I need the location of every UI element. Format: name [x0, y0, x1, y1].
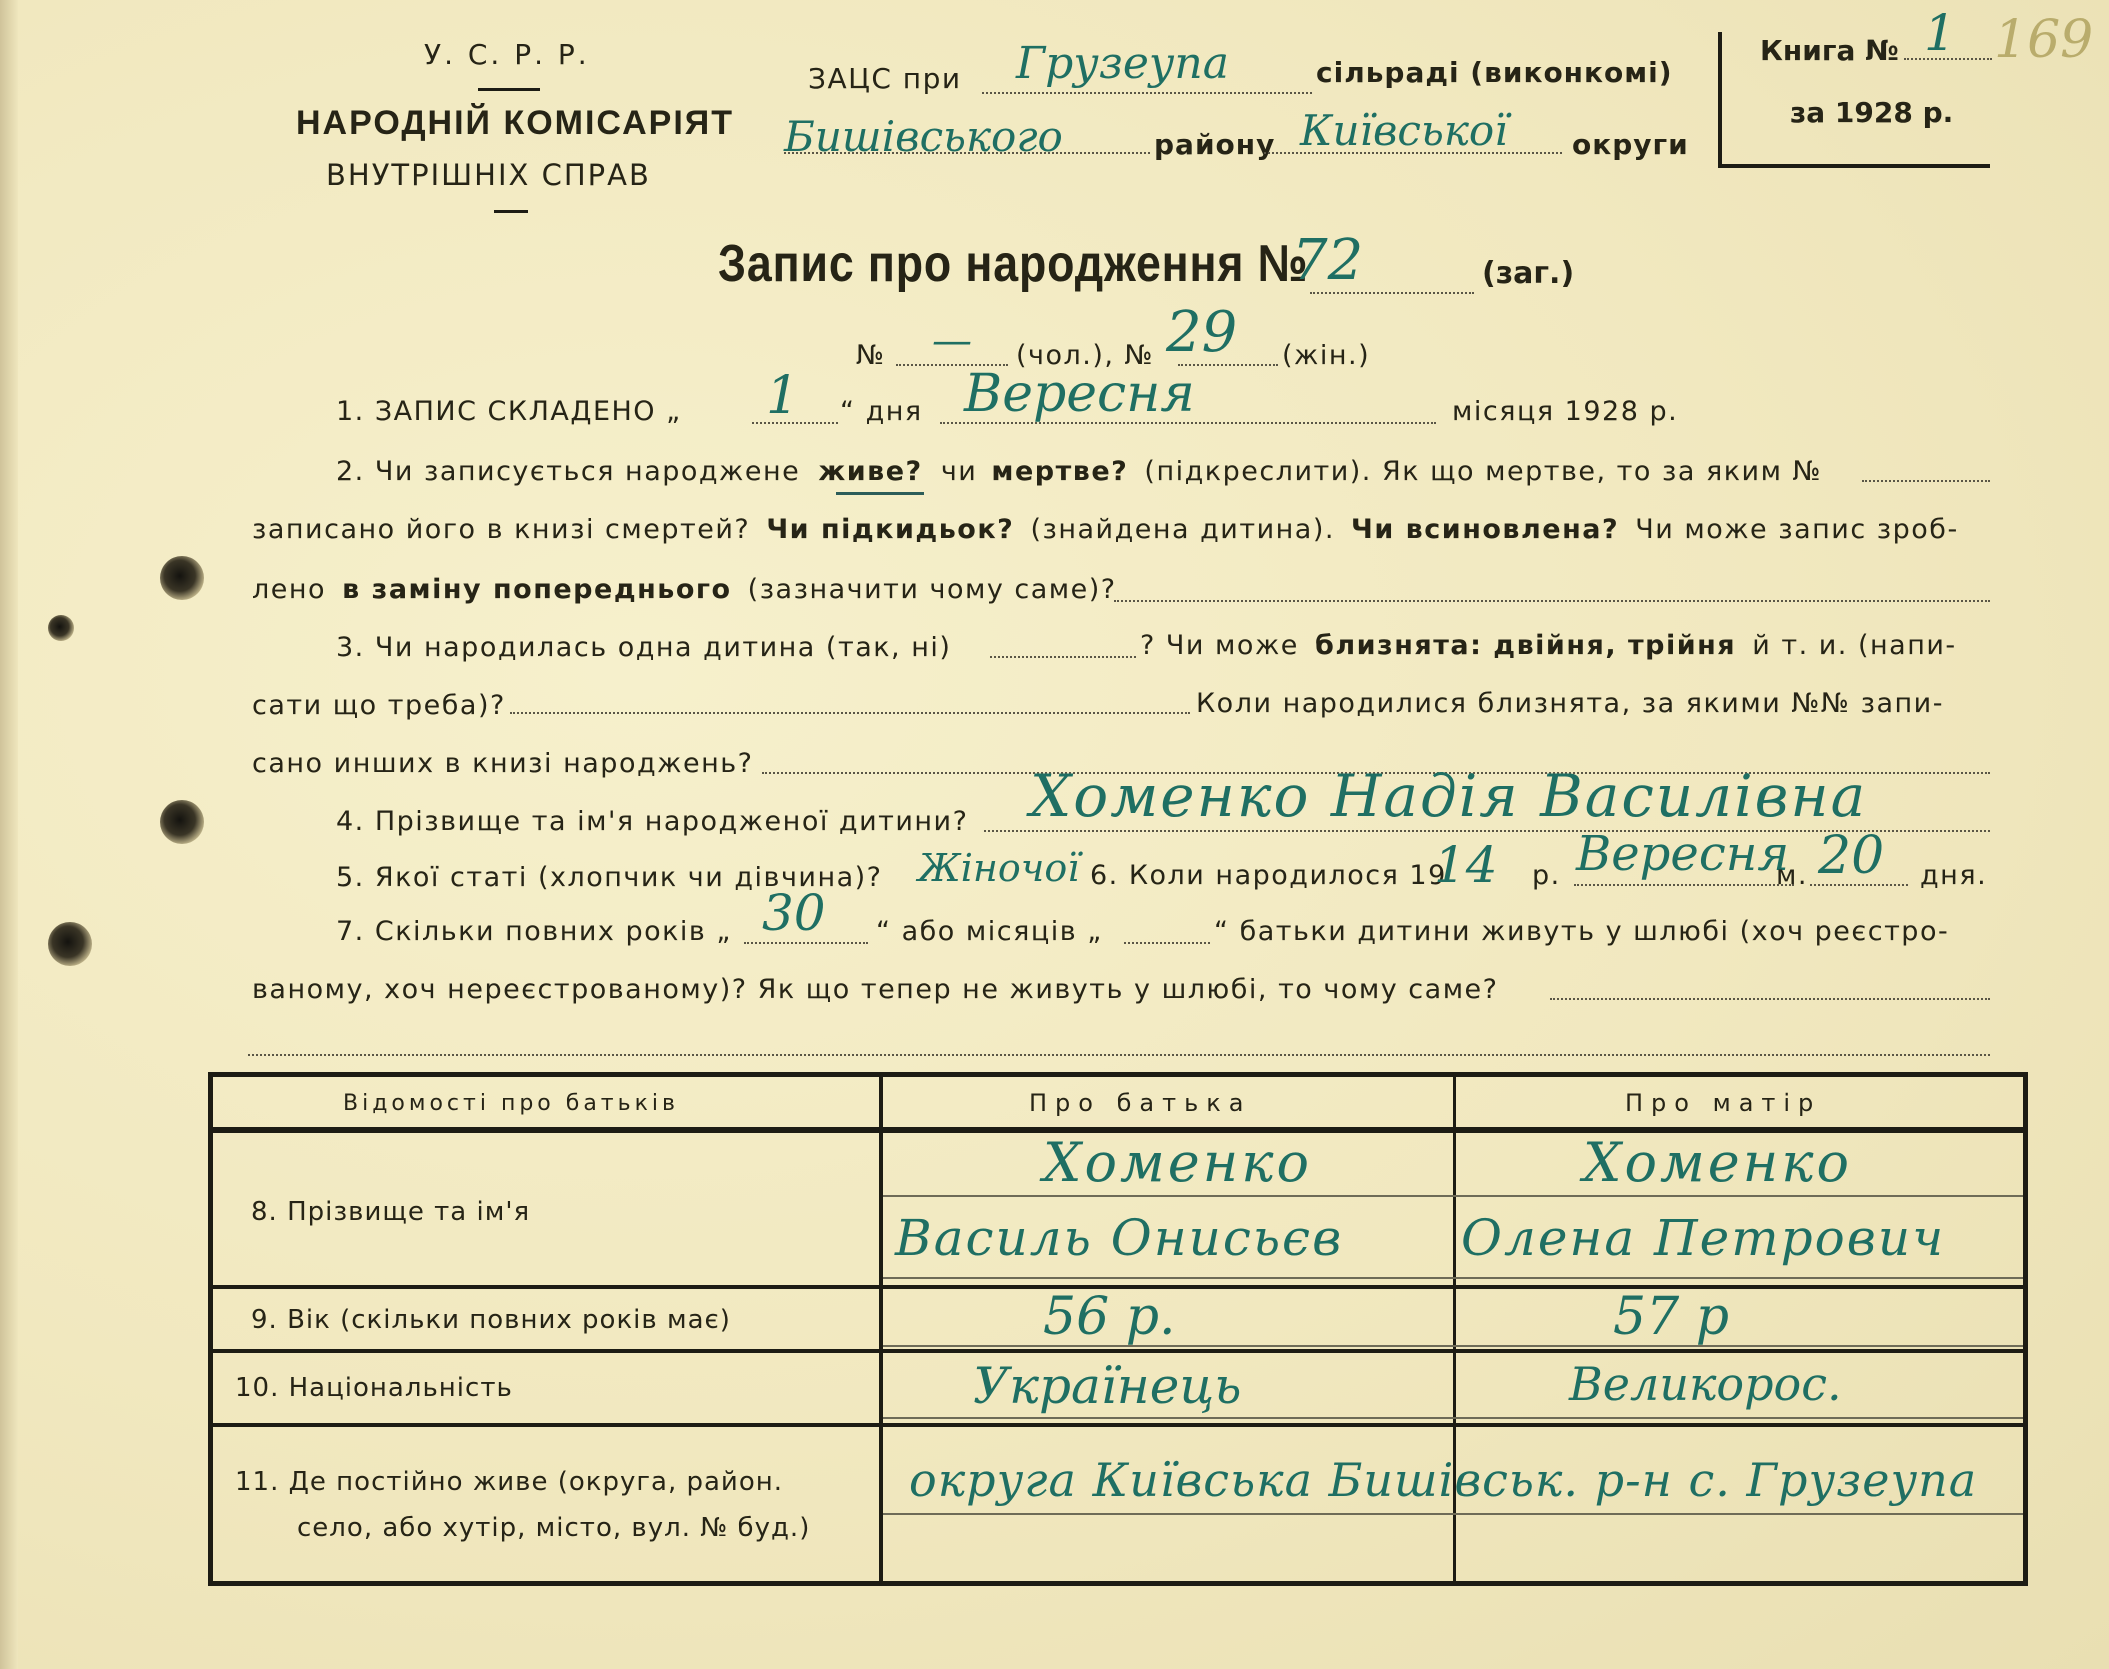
binder-hole	[48, 922, 92, 966]
item-7-line2: ваному, хоч нереєстрованому)? Як що тепер не живуть у шлюбі, то чому саме?	[252, 974, 1499, 1005]
male-number-value: —	[932, 318, 972, 364]
item-2-dead: мертве?	[991, 456, 1129, 487]
item-1-day: 1	[766, 366, 800, 426]
row-8-label: 8. Прізвище та ім'я	[251, 1197, 531, 1227]
item-7-label: 7. Скільки повних років „	[336, 916, 732, 947]
record-number: 72	[1292, 228, 1364, 293]
republic-label: У. С. Р. Р.	[424, 38, 590, 71]
alive-underline	[836, 492, 924, 495]
mother-name: Олена Петрович	[1461, 1209, 1946, 1267]
item-7-end: “ батьки дитини живуть у шлюбі (хоч реєстро-	[1214, 916, 1950, 947]
header-rule	[494, 210, 528, 213]
book-box-left-rule	[1718, 32, 1722, 168]
item-2-line3a: лено	[252, 574, 327, 605]
document-title: Запис про народження №	[718, 235, 1309, 293]
binder-hole	[160, 556, 204, 600]
book-number: 1	[1924, 4, 1956, 62]
item-3-twins: близнята: двійня, трійня	[1314, 630, 1737, 661]
district-value: Бишівського	[784, 112, 1063, 161]
father-nationality: Українець	[973, 1357, 1242, 1415]
item-4-label: 4. Прізвище та ім'я народженої дитини?	[336, 806, 969, 837]
item-2-replace: в заміну попереднього	[342, 574, 732, 605]
binder-hole	[160, 800, 204, 844]
title-suffix: (заг.)	[1482, 256, 1575, 291]
zags-suffix: сільраді (виконкомі)	[1316, 56, 1673, 89]
birth-year: 14	[1434, 836, 1498, 894]
col-header-mother: Про матір	[1625, 1089, 1822, 1117]
marriage-years: 30	[762, 884, 826, 942]
item-3-b: ? Чи може	[1140, 630, 1299, 661]
book-year: за 1928 р.	[1790, 96, 1954, 129]
district-label: району	[1154, 128, 1276, 161]
item-1-month: Вересня	[964, 364, 1195, 424]
paper-edge	[0, 0, 18, 1669]
item-2-adopted: Чи всиновлена?	[1351, 514, 1620, 545]
ministry-label: НАРОДНІЙ КОМІСАРІЯТ	[296, 104, 734, 142]
child-sex: Жіночої	[918, 846, 1080, 890]
zags-village-value: Грузеупа	[1016, 38, 1229, 89]
item-6-m: м.	[1776, 860, 1808, 891]
binder-hole	[48, 615, 74, 641]
item-1-label: 1. ЗАПИС СКЛАДЕНО „	[336, 396, 682, 427]
zags-prefix: ЗАЦС при	[808, 62, 962, 95]
department-label: ВНУТРІШНІХ СПРАВ	[326, 158, 651, 192]
mother-age: 57 р	[1613, 1287, 1729, 1347]
item-6-label: 6. Коли народилося 19	[1090, 860, 1447, 891]
okrug-label: округи	[1572, 128, 1689, 161]
item-3-a: 3. Чи народилась одна дитина (так, ні)	[336, 632, 952, 663]
female-number-value: 29	[1166, 300, 1238, 365]
col-header-info: Відомості про батьків	[343, 1091, 679, 1116]
father-surname: Хоменко	[1043, 1131, 1313, 1194]
item-2-line2c: Чи може запис зроб-	[1635, 514, 1959, 545]
row-9-label: 9. Вік (скільки повних років має)	[251, 1305, 731, 1335]
book-box-bottom-rule	[1718, 164, 1990, 168]
corner-archive-number: 169	[1994, 10, 2094, 70]
child-name: Хоменко Надія Василівна	[1030, 762, 1868, 830]
father-age: 56 р.	[1043, 1287, 1176, 1347]
item-6-mid: р.	[1532, 860, 1561, 891]
item-1-day-suffix: “ дня	[840, 396, 923, 427]
birth-day: 20	[1818, 826, 1885, 886]
item-2-a: 2. Чи записується народжене	[336, 456, 801, 487]
father-name: Василь Онисьєв	[895, 1209, 1344, 1267]
item-2-alive: живе?	[818, 456, 923, 487]
item-6-end: дня.	[1920, 860, 1988, 891]
item-3-line2a: сати що треба)?	[252, 690, 506, 721]
male-number-prefix: №	[856, 340, 886, 371]
row-11-label-2: село, або хутір, місто, вул. № буд.)	[297, 1513, 811, 1543]
item-2-line2a: записано його в книзі смертей?	[252, 514, 751, 545]
okrug-value: Київської	[1300, 106, 1508, 155]
item-2-b: чи	[940, 456, 978, 487]
item-2-foundling: Чи підкидьок?	[766, 514, 1015, 545]
male-number-suffix: (чол.), №	[1016, 340, 1155, 371]
item-3-c: й т. и. (напи-	[1752, 630, 1957, 661]
item-2-line3b: (зазначити чому саме)?	[747, 574, 1117, 605]
birth-month: Вересня	[1576, 826, 1790, 882]
item-3-line2b: Коли народилися близнята, за якими №№ запи-	[1196, 688, 1944, 719]
item-2-c: (підкреслити). Як що мертве, то за яким №	[1144, 456, 1823, 487]
item-7-mid: “ або місяців „	[876, 916, 1103, 947]
item-5-label: 5. Якої статі (хлопчик чи дівчина)?	[336, 862, 883, 893]
item-2-line2b: (знайдена дитина).	[1030, 514, 1335, 545]
item-3-line3: сано инших в книзі народжень?	[252, 748, 754, 779]
residence: округа Київська Бишівськ. р-н с. Грузеупа	[909, 1453, 1978, 1507]
col-header-father: Про батька	[1029, 1089, 1252, 1117]
book-label: Книга №	[1760, 34, 1899, 67]
parents-table	[208, 1072, 2028, 1586]
mother-surname: Хоменко	[1583, 1131, 1853, 1194]
row-11-label-1: 11. Де постійно живе (округа, район.	[235, 1467, 784, 1497]
female-number-suffix: (жін.)	[1282, 340, 1371, 371]
row-10-label: 10. Національність	[235, 1373, 513, 1403]
mother-nationality: Великорос.	[1569, 1357, 1842, 1411]
item-1-end: місяця 1928 р.	[1452, 396, 1679, 427]
header-rule	[478, 88, 540, 91]
